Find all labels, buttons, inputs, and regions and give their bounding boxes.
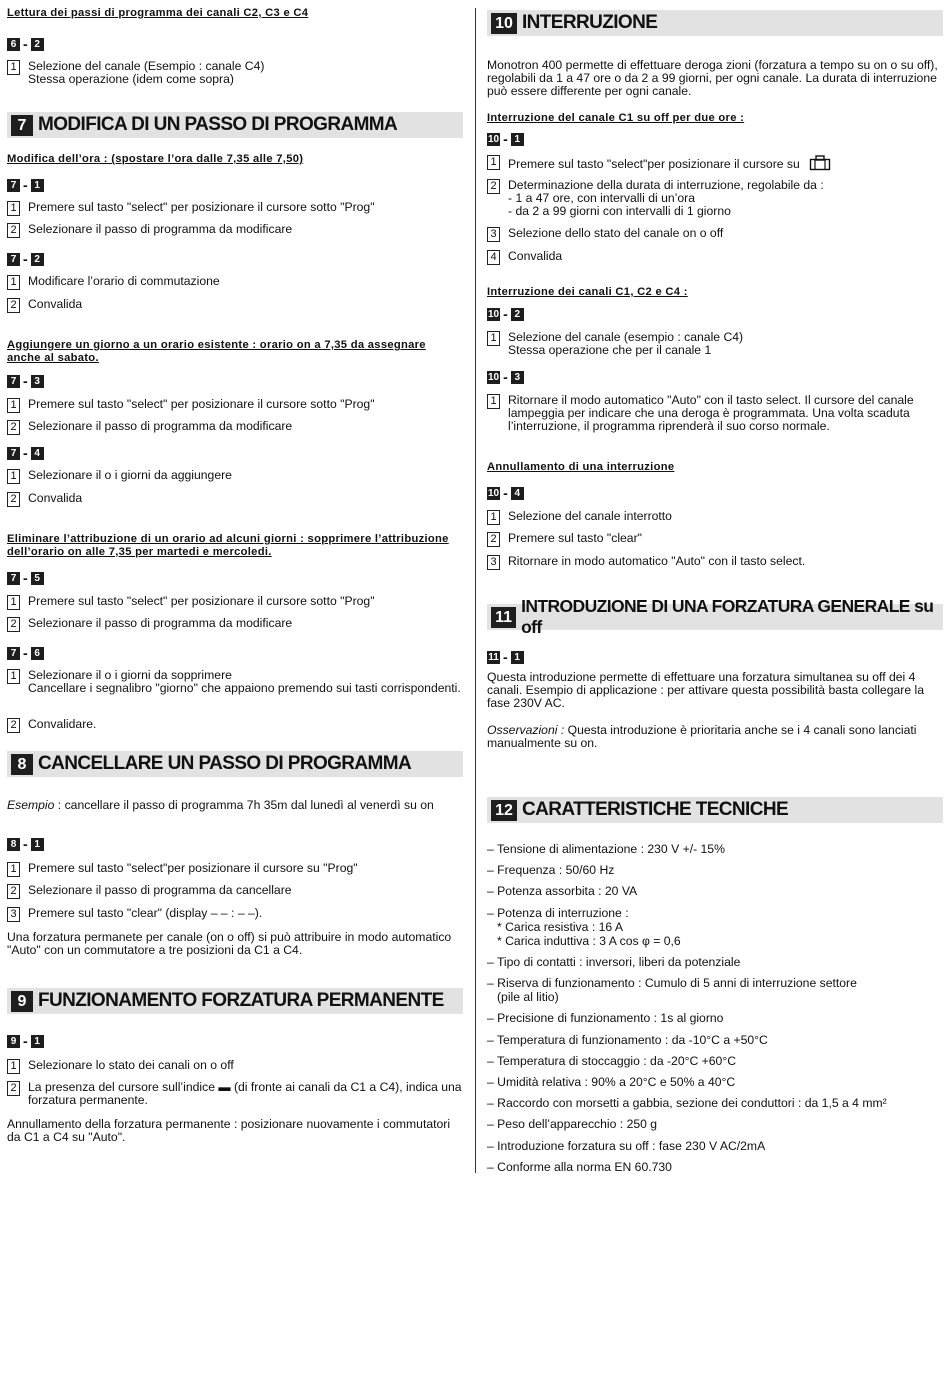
step-item: 1 Selezionare il o i giorni da aggiungere	[7, 469, 463, 484]
step-item: 4 Convalida	[487, 250, 943, 265]
intro-text: Monotron 400 permette di effettuare deroga zioni (forzatura a tempo su on o su off), regolabili da 1 a 47 ore o da 2 a 99 giorni, per ogni canale. La durata di interruzione può essere differente per ogni canale.	[487, 58, 938, 98]
note-text: Una forzatura permanete per canale (on o off) si può attribuire in modo automatico "Auto" con un commutatore a tre posizioni da C1 a C4.	[7, 930, 452, 957]
step-item: 2 Selezionare il passo di programma da modificare	[7, 420, 463, 435]
spec-item: – Riserva di funzionamento : Cumulo di 5 anni di interruzione settore	[487, 976, 857, 990]
step-item: 1 Modificare l’orario di commutazione	[7, 275, 463, 290]
step-item: 1 Ritornare il modo automatico "Auto" con il tasto select. Il cursore del canale lampeggia per indicare che una deroga è programmata. Una volta scaduta l’interruzione, il programma riprenderà il suo corso normale.	[487, 394, 943, 433]
example-text: Esempio : cancellare il passo di programma 7h 35m dal lunedì al venerdì su on	[7, 798, 434, 812]
note-text: Annullamento della forzatura permanente : posizionare nuovamente i commutatori da C1 a C4 su "Auto".	[7, 1117, 451, 1144]
step-reference: 7 - 3	[7, 374, 463, 388]
section-heading: Interruzione dei canali C1, C2 e C4 :	[487, 286, 688, 298]
step-item: 1 Premere sul tasto "select" per posizionare il cursore sotto "Prog"	[7, 595, 463, 610]
spec-item: – Raccordo con morsetti a gabbia, sezione dei conduttori : da 1,5 a 4 mm²	[487, 1096, 887, 1110]
section-heading: Modifica dell’ora : (spostare l’ora dalle 7,35 alle 7,50)	[7, 153, 304, 165]
step-reference: 7 - 4	[7, 446, 463, 460]
step-reference: 6 - 2	[7, 37, 463, 51]
step-reference: 10 - 2	[487, 307, 943, 321]
step-item: 1 Selezionare il o i giorni da sopprimere Cancellare i segnalibro "giorno" che appaiono premendo sui tasti corrispondenti.	[7, 669, 463, 695]
spec-item: – Umidità relativa : 90% a 20°C e 50% a 40°C	[487, 1075, 736, 1089]
step-reference: 10 - 4	[487, 486, 943, 500]
step-item: 1 Selezione del canale (Esempio : canale C4) Stessa operazione (idem come sopra)	[7, 60, 463, 86]
step-reference: 7 - 6	[7, 646, 463, 660]
observation: Osservazioni : Questa introduzione è prioritaria anche se i 4 canali sono lanciati manualmente su on.	[487, 723, 917, 750]
step-reference: 11 - 1	[487, 650, 943, 664]
spec-item: (pile al litio)	[497, 990, 559, 1004]
section-heading: Eliminare l’attribuzione di un orario ad alcuni giorni : sopprimere l’attribuzione dell’orario on alle 7,35 per martedi e mercoledi.	[7, 533, 449, 558]
spec-item: – Introduzione forzatura su off : fase 230 V AC/2mA	[487, 1139, 766, 1153]
spec-item: – Temperatura di funzionamento : da -10°C a +50°C	[487, 1033, 768, 1047]
spec-item: – Potenza di interruzione :	[487, 906, 629, 920]
spec-item: – Temperatura di stoccaggio : da -20°C +60°C	[487, 1054, 737, 1068]
step-item: 1 Premere sul tasto "select"per posizionare il cursore su "Prog"	[7, 862, 463, 877]
step-item: 2 Convalida	[7, 298, 463, 313]
step-item: 1 Selezione del canale (esempio : canale C4) Stessa operazione che per il canale 1	[487, 331, 943, 357]
section-title-11: 11 INTRODUZIONE DI UNA FORZATURA GENERALE su off	[487, 604, 943, 630]
paragraph: Questa introduzione permette di effettuare una forzatura simultanea su off dei 4 canali. Esempio di applicazione : per attivare questa possibilità basta collegare la fase 230V AC.	[487, 670, 924, 710]
section-title-9: 9 FUNZIONAMENTO FORZATURA PERMANENTE	[7, 988, 463, 1014]
step-item: 2 Premere sul tasto "clear"	[487, 532, 943, 547]
step-item: 3 Selezione dello stato del canale on o off	[487, 227, 943, 242]
step-reference: 7 - 2	[7, 252, 463, 266]
spec-item: – Conforme alla norma EN 60.730	[487, 1160, 672, 1174]
section-title-8: 8 CANCELLARE UN PASSO DI PROGRAMMA	[7, 751, 463, 777]
section-heading: Annullamento di una interruzione	[487, 461, 675, 473]
spec-item: – Peso dell’apparecchio : 250 g	[487, 1117, 658, 1131]
step-item: 1 Selezione del canale interrotto	[487, 510, 943, 525]
step-item: 2 Selezionare il passo di programma da modificare	[7, 223, 463, 238]
step-reference: 10 - 3	[487, 370, 943, 384]
spec-item: – Precisione di funzionamento : 1s al giorno	[487, 1011, 724, 1025]
spec-item: – Tensione di alimentazione : 230 V +/- 15%	[487, 842, 725, 856]
step-item: 2 Convalida	[7, 492, 463, 507]
spec-item: – Frequenza : 50/60 Hz	[487, 863, 615, 877]
step-item: 1 Premere sul tasto "select"per posizionare il cursore su	[487, 155, 943, 171]
section-title-10: 10 INTERRUZIONE	[487, 10, 943, 36]
step-item: 2 Selezionare il passo di programma da cancellare	[7, 884, 463, 899]
step-reference: 9 - 1	[7, 1034, 463, 1048]
spec-item: – Tipo di contatti : inversori, liberi da potenziale	[487, 955, 741, 969]
step-item: 1 Premere sul tasto "select" per posizionare il cursore sotto "Prog"	[7, 201, 463, 216]
step-reference: 7 - 1	[7, 178, 463, 192]
step-item: 3 Ritornare in modo automatico "Auto" con il tasto select.	[487, 555, 943, 570]
section-heading: Interruzione del canale C1 su off per due ore :	[487, 112, 745, 124]
step-item: 1 Selezionare lo stato dei canali on o off	[7, 1059, 463, 1074]
section-heading: Lettura dei passi di programma dei canali C2, C3 e C4	[7, 7, 309, 19]
step-reference: 7 - 5	[7, 571, 463, 585]
section-title-7: 7 MODIFICA DI UN PASSO DI PROGRAMMA	[7, 112, 463, 138]
step-item: 2 La presenza del cursore sull’indice ▬ (di fronte ai canali da C1 a C4), indica una forzatura permanente.	[7, 1081, 463, 1107]
spec-item: – Potenza assorbita : 20 VA	[487, 884, 638, 898]
suitcase-icon	[809, 155, 831, 171]
step-item: 1 Premere sul tasto "select" per posizionare il cursore sotto "Prog"	[7, 398, 463, 413]
step-reference: 10 - 1	[487, 132, 943, 146]
step-item: 3 Premere sul tasto "clear" (display – – : – –).	[7, 907, 463, 922]
spec-item: * Carica induttiva : 3 A cos φ = 0,6	[497, 934, 681, 948]
step-item: 2 Convalidare.	[7, 718, 463, 733]
column-divider	[475, 8, 476, 1173]
section-title-12: 12 CARATTERISTICHE TECNICHE	[487, 797, 943, 823]
spec-item: * Carica resistiva : 16 A	[497, 920, 623, 934]
step-reference: 8 - 1	[7, 837, 463, 851]
step-item: 2 Determinazione della durata di interruzione, regolabile da : - 1 a 47 ore, con intervalli di un’ora - da 2 a 99 giorni con intervalli di 1 giorno	[487, 179, 943, 218]
section-heading: Aggiungere un giorno a un orario esistente : orario on a 7,35 da assegnare anche al sabato.	[7, 339, 426, 364]
step-item: 2 Selezionare il passo di programma da modificare	[7, 617, 463, 632]
